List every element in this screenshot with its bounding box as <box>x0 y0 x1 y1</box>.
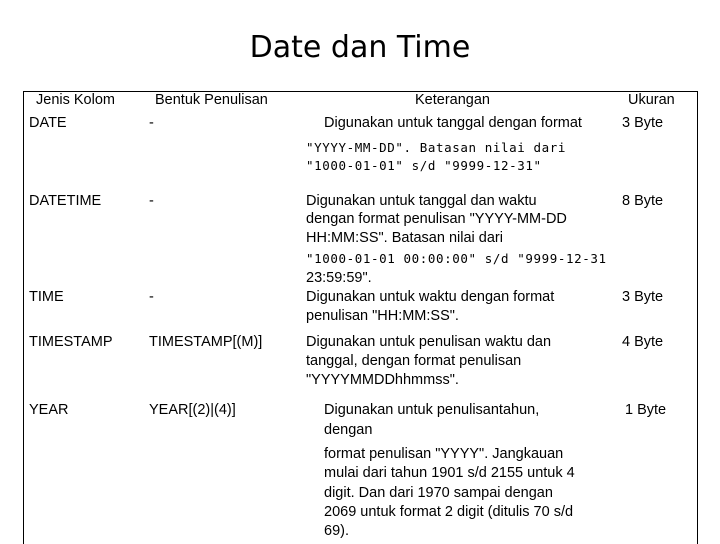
cell-desc-year-line4: mulai dari tahun 1901 s/d 2155 untuk 4 <box>324 465 575 481</box>
cell-desc-timestamp-line3: "YYYYMMDDhhmmss". <box>306 372 459 388</box>
cell-desc-year-line5: digit. Dan dari 1970 sampai dengan <box>324 485 553 501</box>
page-title: Date dan Time <box>249 30 471 65</box>
cell-desc-time-line1: Digunakan untuk waktu dengan format <box>306 289 555 305</box>
cell-desc-date-line3: "1000-01-01" s/d "9999-12-31" <box>306 158 542 173</box>
cell-type-date: DATE <box>29 115 67 131</box>
cell-desc-year-line1: Digunakan untuk penulisantahun, <box>324 402 540 418</box>
header-bentuk-penulisan: Bentuk Penulisan <box>155 92 268 108</box>
cell-size-datetime: 8 Byte <box>622 193 664 209</box>
cell-desc-date-line1: Digunakan untuk tanggal dengan format <box>324 115 582 131</box>
cell-desc-datetime-line5: 23:59:59". <box>306 270 372 286</box>
cell-size-year: 1 Byte <box>625 402 667 418</box>
cell-desc-year-line3: format penulisan "YYYY". Jangkauan <box>324 446 564 462</box>
cell-desc-date-line2: "YYYY-MM-DD". Batasan nilai dari <box>306 140 567 155</box>
cell-desc-timestamp-line1: Digunakan untuk penulisan waktu dan <box>306 334 552 350</box>
cell-desc-year-line2: dengan <box>324 422 373 438</box>
header-jenis-kolom: Jenis Kolom <box>36 92 115 108</box>
cell-size-date: 3 Byte <box>622 115 664 131</box>
header-keterangan: Keterangan <box>415 92 490 108</box>
cell-format-timestamp: TIMESTAMP[(M)] <box>149 334 263 350</box>
cell-format-time: - <box>149 289 154 305</box>
cell-desc-year-line7: 69). <box>324 523 349 539</box>
cell-desc-time-line2: penulisan "HH:MM:SS". <box>306 308 459 324</box>
cell-size-timestamp: 4 Byte <box>622 334 664 350</box>
cell-desc-datetime-line3: HH:MM:SS". Batasan nilai dari <box>306 230 503 246</box>
cell-desc-timestamp-line2: tanggal, dengan format penulisan <box>306 353 522 369</box>
header-ukuran: Ukuran <box>628 92 675 108</box>
cell-format-datetime: - <box>149 193 154 209</box>
cell-type-time: TIME <box>29 289 64 305</box>
cell-desc-datetime-line1: Digunakan untuk tanggal dan waktu <box>306 193 537 209</box>
cell-format-date: - <box>149 115 154 131</box>
cell-size-time: 3 Byte <box>622 289 664 305</box>
cell-desc-year-line6: 2069 untuk format 2 digit (ditulis 70 s/d <box>324 504 574 520</box>
cell-format-year: YEAR[(2)|(4)] <box>149 402 236 418</box>
cell-type-timestamp: TIMESTAMP <box>29 334 113 350</box>
cell-type-datetime: DATETIME <box>29 193 102 209</box>
cell-desc-datetime-line4: "1000-01-01 00:00:00" s/d "9999-12-31 <box>306 251 607 266</box>
cell-desc-datetime-line2: dengan format penulisan "YYYY-MM-DD <box>306 211 567 227</box>
cell-type-year: YEAR <box>29 402 69 418</box>
